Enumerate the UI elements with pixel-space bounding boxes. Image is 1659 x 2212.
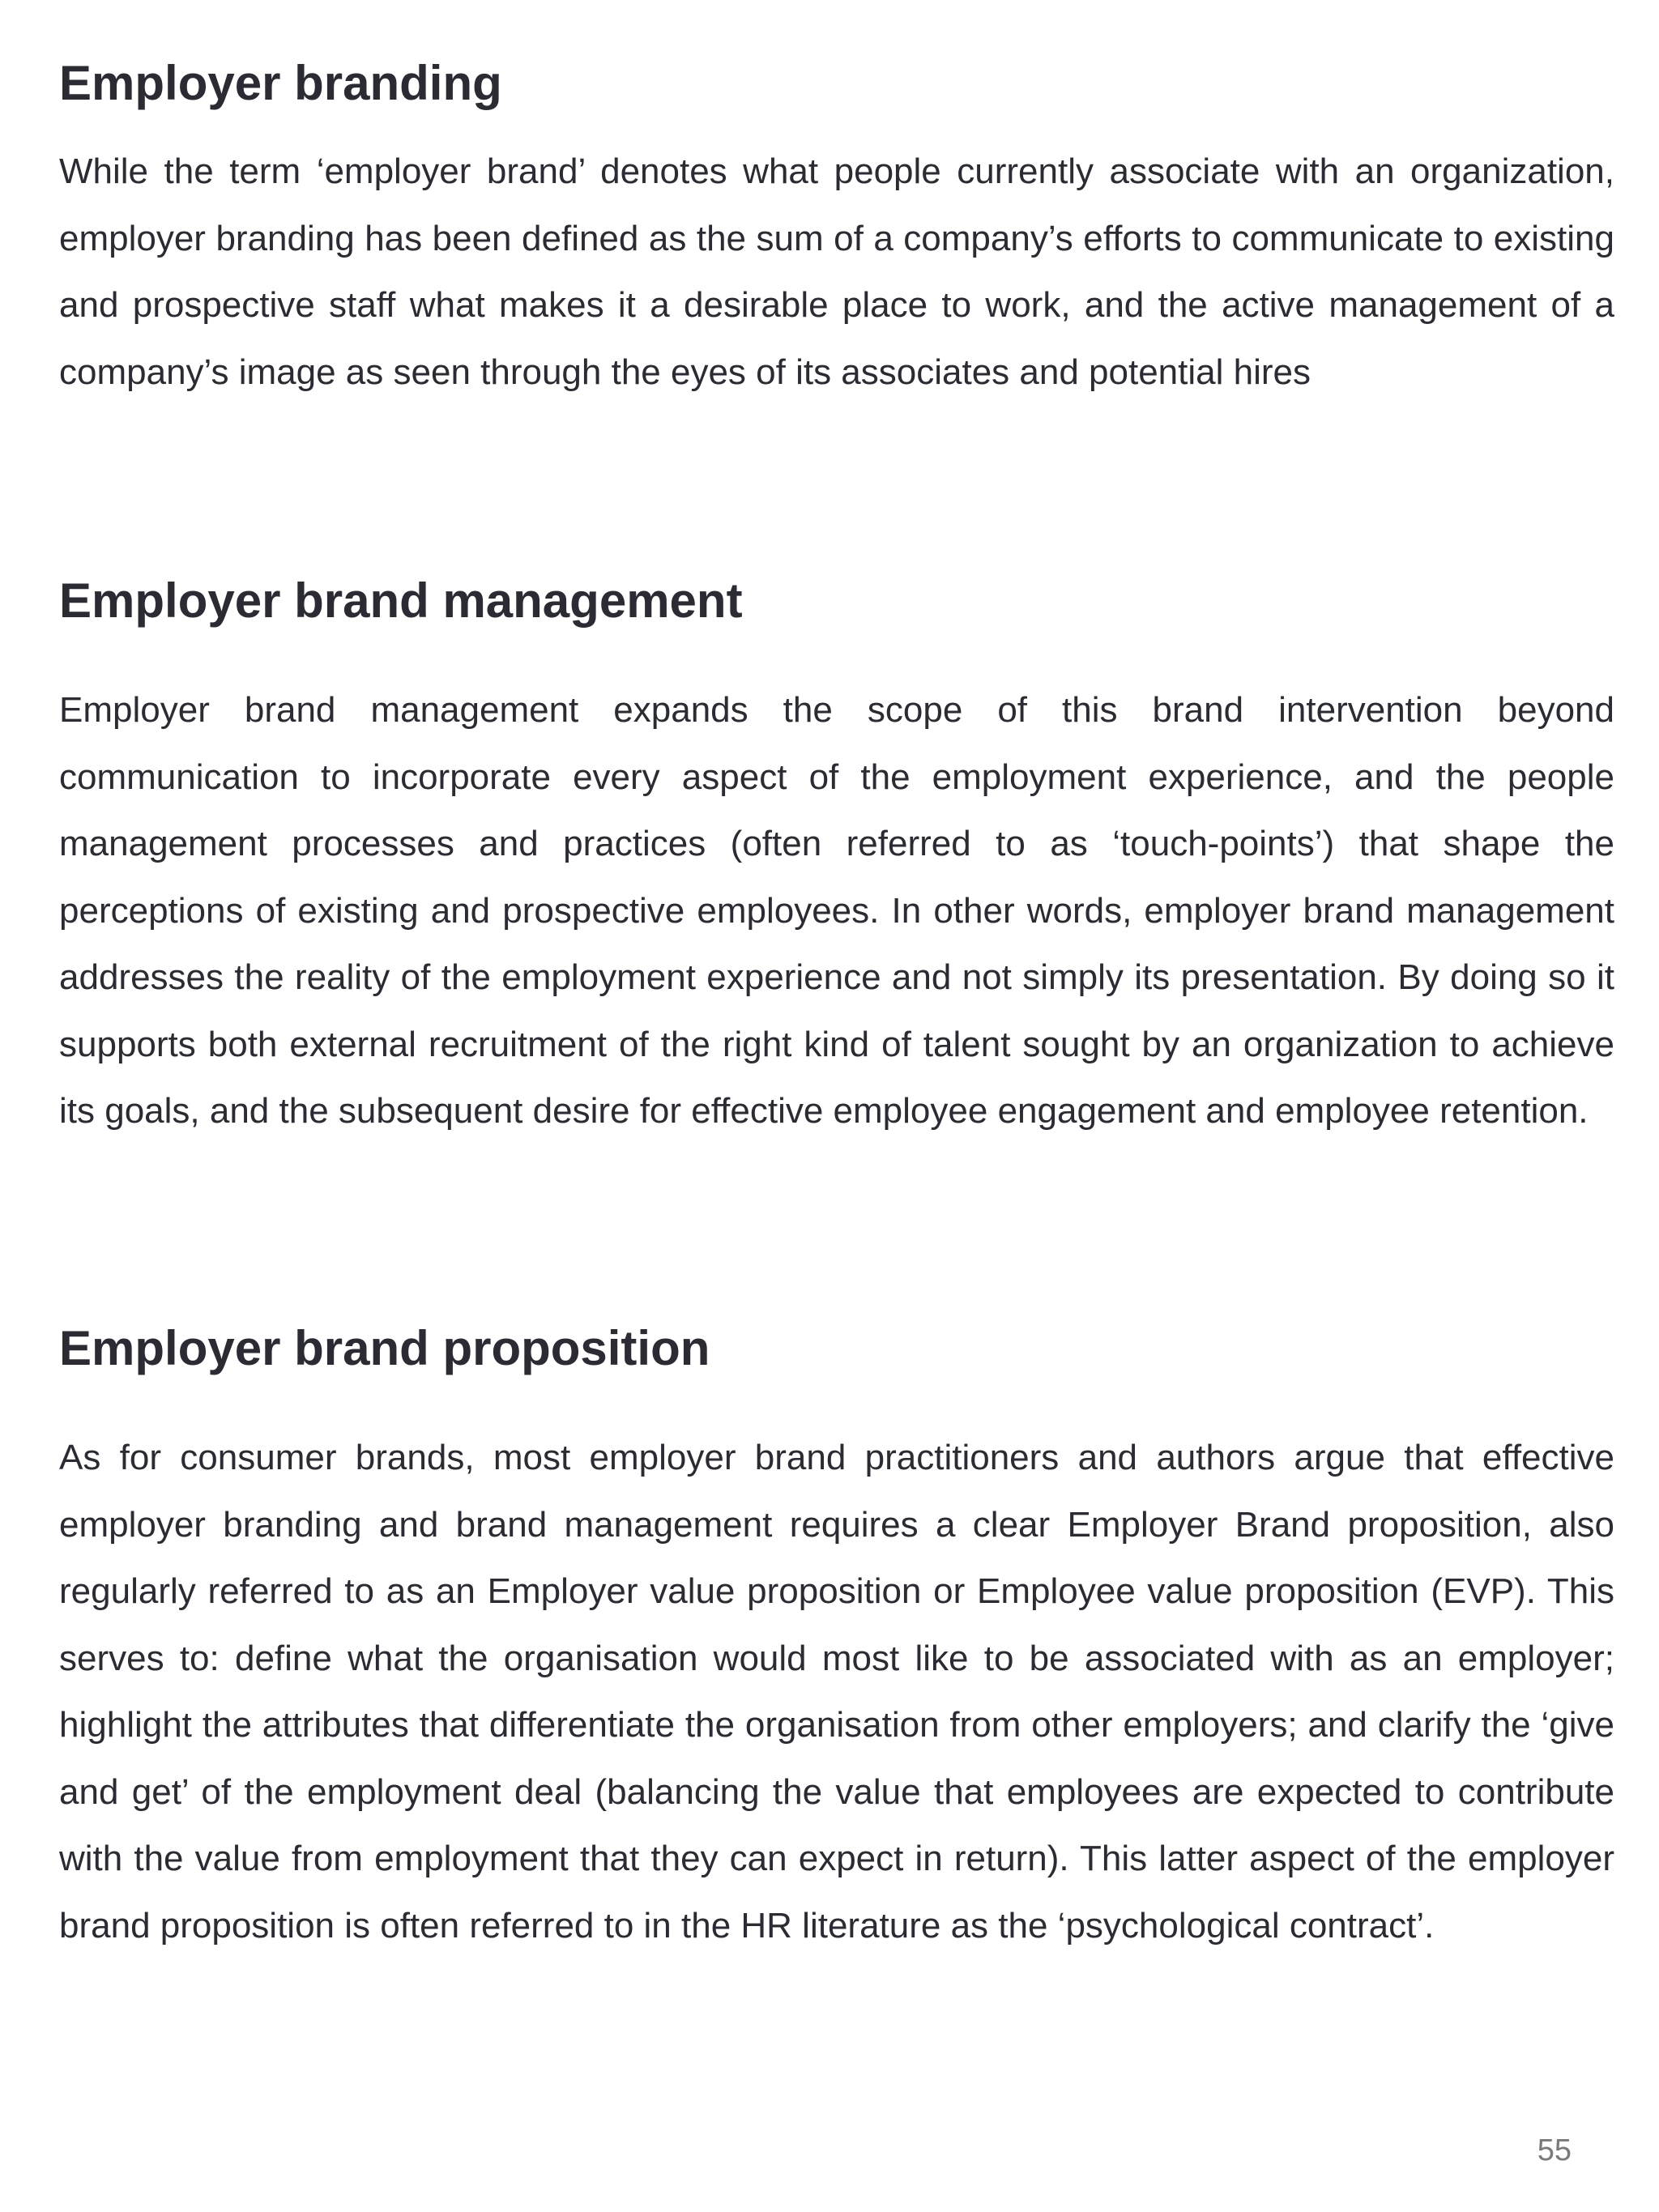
section-employer-brand-proposition — [59, 1316, 1614, 1959]
section-employer-brand-management — [59, 569, 1614, 1145]
section-employer-branding — [59, 51, 1614, 406]
section-paragraph: While the term ‘employer brand’ denotes what people currently associate with an organization, employer branding has been defined as the sum of a company’s efforts to communicate to existing and prospective staff what makes it a desirable place to work, and the active management of a company’s image as seen through the eyes of its associates and potential hires — [59, 151, 1614, 392]
page-number: 55 — [1537, 2133, 1572, 2167]
section-heading: Employer brand proposition — [59, 1321, 710, 1375]
section-heading: Employer branding — [59, 56, 502, 110]
section-heading: Employer brand management — [59, 573, 743, 628]
section-paragraph: As for consumer brands, most employer brand practitioners and authors argue that effective employer branding and brand management requires a clear Employer Brand proposition, also regularly referred to as an Employer value proposition or Employee value proposition (EVP). This serves to: define what the organisation would most like to be associated with as an employer; highlight the attributes that differentiate the organisation from other employers; and clarify the ‘give and get’ of the employment deal (balancing the value that employees are expected to contribute with the value from employment that they can expect in return). This latter aspect of the employer brand proposition is often referred to in the HR literature as the ‘psychological contract’. — [59, 1438, 1614, 1946]
section-paragraph: Employer brand management expands the scope of this brand intervention beyond communication to incorporate every aspect of the employment experience, and the people management processes and practices (often referred to as ‘touch-points’) that shape the perceptions of existing and prospective employees. In other words, employer brand management addresses the reality of the employment experience and not simply its presentation. By doing so it supports both external recruitment of the right kind of talent sought by an organization to achieve its goals, and the subsequent desire for effective employee engagement and employee retention. — [59, 690, 1614, 1131]
